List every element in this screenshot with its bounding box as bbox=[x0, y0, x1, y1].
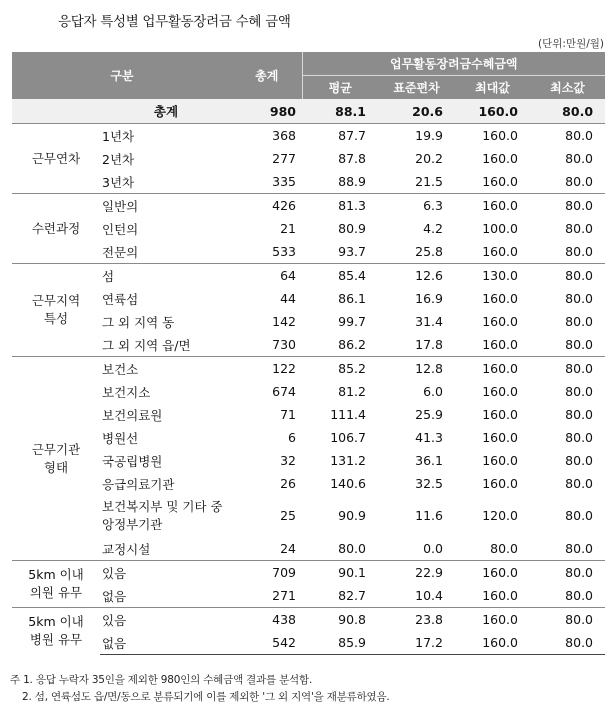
row-label: 교정시설 bbox=[102, 541, 151, 557]
row-sd: 0.0 bbox=[423, 541, 443, 556]
group-label: 5km 이내 병원 유무 bbox=[12, 608, 100, 655]
row-mean: 86.2 bbox=[338, 337, 366, 352]
row-min: 80.0 bbox=[565, 337, 594, 352]
row-n: 271 bbox=[272, 588, 296, 603]
row-label: 2년차 bbox=[102, 151, 135, 167]
row-n: 44 bbox=[280, 291, 296, 306]
row-max: 160.0 bbox=[482, 407, 518, 422]
row-min: 80.0 bbox=[565, 221, 594, 236]
row-sd: 25.8 bbox=[415, 244, 443, 259]
row-label: 그 외 지역 동 bbox=[102, 314, 175, 330]
row-min: 80.0 bbox=[530, 631, 605, 655]
row-n: 674 bbox=[272, 384, 296, 399]
row-max: 160.0 bbox=[455, 357, 530, 381]
group-label: 근무지역 특성 bbox=[12, 264, 100, 357]
row-mean: 93.7 bbox=[338, 244, 366, 259]
row-sd: 6.0 bbox=[423, 384, 443, 399]
row-min: 80.0 bbox=[530, 357, 605, 381]
row-min: 80.0 bbox=[565, 314, 594, 329]
table-row bbox=[12, 194, 605, 218]
row-n: 533 bbox=[272, 244, 296, 259]
row-max: 160.0 bbox=[482, 291, 518, 306]
row-min: 80.0 bbox=[565, 476, 594, 491]
table-row bbox=[12, 449, 605, 472]
total-mean: 88.1 bbox=[302, 99, 378, 124]
row-max: 160.0 bbox=[482, 244, 518, 259]
row-min: 80.0 bbox=[565, 541, 594, 556]
row-min: 80.0 bbox=[530, 608, 605, 632]
header-max: 최대값 bbox=[455, 76, 530, 100]
row-label: 일반의 bbox=[100, 194, 232, 218]
row-max: 160.0 bbox=[482, 337, 518, 352]
table-row bbox=[12, 357, 605, 381]
row-mean: 85.2 bbox=[302, 357, 378, 381]
row-sd: 10.4 bbox=[415, 588, 443, 603]
row-sd: 6.3 bbox=[378, 194, 455, 218]
row-mean: 90.9 bbox=[338, 508, 366, 523]
row-n: 542 bbox=[232, 631, 302, 655]
table-row bbox=[12, 147, 605, 170]
table-row bbox=[12, 608, 605, 632]
row-label: 국공립병원 bbox=[102, 453, 163, 469]
row-mean: 106.7 bbox=[330, 430, 366, 445]
footnote-1: 주 1. 응답 누락자 35인을 제외한 980인의 수혜금액 결과를 분석함. bbox=[10, 674, 313, 686]
row-max: 160.0 bbox=[482, 453, 518, 468]
row-mean: 82.7 bbox=[338, 588, 366, 603]
total-sd: 20.6 bbox=[378, 99, 455, 124]
row-min: 80.0 bbox=[565, 407, 594, 422]
row-sd: 25.9 bbox=[415, 407, 443, 422]
row-sd: 11.6 bbox=[415, 508, 443, 523]
row-label: 1년차 bbox=[100, 124, 232, 148]
group-label: 5km 이내 의원 유무 bbox=[12, 561, 100, 608]
table-row bbox=[12, 217, 605, 240]
row-label: 있음 bbox=[100, 608, 232, 632]
row-max: 160.0 bbox=[455, 124, 530, 148]
row-label: 응급의료기관 bbox=[102, 476, 175, 492]
row-mean: 131.2 bbox=[330, 453, 366, 468]
row-label: 보건소 bbox=[100, 357, 232, 381]
total-max: 160.0 bbox=[455, 99, 530, 124]
row-n: 438 bbox=[232, 608, 302, 632]
row-sd: 12.6 bbox=[378, 264, 455, 288]
row-label: 없음 bbox=[102, 588, 127, 604]
row-sd: 41.3 bbox=[415, 430, 443, 445]
row-max: 160.0 bbox=[455, 608, 530, 632]
row-mean: 80.9 bbox=[338, 221, 366, 236]
row-max: 160.0 bbox=[482, 476, 518, 491]
row-mean: 99.7 bbox=[338, 314, 366, 329]
row-max: 130.0 bbox=[455, 264, 530, 288]
row-label: 보건복지부 및 기타 중앙정부기관 bbox=[102, 499, 223, 532]
row-sd: 23.8 bbox=[378, 608, 455, 632]
row-mean: 80.0 bbox=[338, 541, 366, 556]
row-min: 80.0 bbox=[565, 291, 594, 306]
row-max: 160.0 bbox=[482, 314, 518, 329]
footnotes bbox=[10, 672, 390, 706]
row-sd: 32.5 bbox=[415, 476, 443, 491]
row-max: 160.0 bbox=[482, 151, 518, 166]
row-label: 전문의 bbox=[102, 244, 139, 260]
row-mean: 140.6 bbox=[330, 476, 366, 491]
row-max: 100.0 bbox=[482, 221, 518, 236]
row-min: 80.0 bbox=[565, 430, 594, 445]
row-label: 연륙섬 bbox=[102, 291, 139, 307]
row-sd: 21.5 bbox=[415, 174, 443, 189]
row-min: 80.0 bbox=[565, 384, 594, 399]
row-sd: 17.2 bbox=[378, 631, 455, 655]
table-row bbox=[12, 472, 605, 495]
row-n: 24 bbox=[280, 541, 296, 556]
row-sd: 16.9 bbox=[415, 291, 443, 306]
row-max: 80.0 bbox=[490, 541, 518, 556]
table-row bbox=[12, 495, 605, 537]
row-n: 709 bbox=[232, 561, 302, 585]
row-mean: 85.4 bbox=[302, 264, 378, 288]
header-mean: 평균 bbox=[302, 76, 378, 100]
row-mean: 90.8 bbox=[302, 608, 378, 632]
row-sd: 20.2 bbox=[415, 151, 443, 166]
header-min: 최소값 bbox=[530, 76, 605, 100]
header-sd: 표준편차 bbox=[378, 76, 455, 100]
row-min: 80.0 bbox=[565, 588, 594, 603]
table-row bbox=[12, 310, 605, 333]
table-row bbox=[12, 264, 605, 288]
row-n: 64 bbox=[232, 264, 302, 288]
group-label: 수련과정 bbox=[12, 194, 100, 264]
group-label: 근무기관 형태 bbox=[12, 357, 100, 561]
row-mean: 81.2 bbox=[338, 384, 366, 399]
row-min: 80.0 bbox=[530, 264, 605, 288]
table-body bbox=[12, 99, 605, 655]
row-mean: 81.3 bbox=[302, 194, 378, 218]
row-n: 6 bbox=[288, 430, 296, 445]
total-blank bbox=[12, 99, 100, 124]
row-min: 80.0 bbox=[565, 151, 594, 166]
row-sd: 36.1 bbox=[415, 453, 443, 468]
table-row bbox=[12, 631, 605, 655]
stats-table bbox=[12, 52, 605, 655]
row-sd: 4.2 bbox=[423, 221, 443, 236]
row-label: 인턴의 bbox=[102, 221, 139, 237]
row-n: 277 bbox=[272, 151, 296, 166]
row-n: 335 bbox=[272, 174, 296, 189]
row-min: 80.0 bbox=[565, 174, 594, 189]
row-n: 26 bbox=[280, 476, 296, 491]
row-max: 160.0 bbox=[482, 588, 518, 603]
row-n: 142 bbox=[272, 314, 296, 329]
row-mean: 87.7 bbox=[302, 124, 378, 148]
header-total-n: 총계 bbox=[232, 52, 302, 99]
row-max: 160.0 bbox=[455, 631, 530, 655]
row-n: 730 bbox=[272, 337, 296, 352]
row-label: 없음 bbox=[100, 631, 232, 655]
header-category: 구분 bbox=[12, 52, 232, 99]
table-row bbox=[12, 426, 605, 449]
row-n: 368 bbox=[232, 124, 302, 148]
row-sd: 17.8 bbox=[415, 337, 443, 352]
table-row bbox=[12, 403, 605, 426]
row-n: 25 bbox=[280, 508, 296, 523]
footnote-2: 2. 섬, 연륙섬도 읍/면/동으로 분류되기에 이를 제외한 '그 외 지역'을 재분류하였음. bbox=[22, 691, 390, 703]
table-row bbox=[12, 537, 605, 561]
row-min: 80.0 bbox=[530, 124, 605, 148]
row-min: 80.0 bbox=[565, 244, 594, 259]
row-min: 80.0 bbox=[565, 453, 594, 468]
row-min: 80.0 bbox=[565, 508, 594, 523]
row-n: 122 bbox=[232, 357, 302, 381]
row-sd: 31.4 bbox=[415, 314, 443, 329]
table-row bbox=[12, 584, 605, 608]
row-max: 160.0 bbox=[482, 384, 518, 399]
row-max: 160.0 bbox=[482, 174, 518, 189]
total-label: 총계 bbox=[100, 99, 232, 124]
row-max: 160.0 bbox=[455, 194, 530, 218]
unit-label: (단위:만원/월) bbox=[538, 38, 604, 50]
row-min: 80.0 bbox=[530, 194, 605, 218]
row-label: 병원선 bbox=[102, 430, 139, 446]
header-group: 업무활동장려금수혜금액 bbox=[302, 52, 605, 76]
row-mean: 111.4 bbox=[330, 407, 366, 422]
group-label: 근무연차 bbox=[12, 124, 100, 194]
row-sd: 12.8 bbox=[378, 357, 455, 381]
row-n: 426 bbox=[232, 194, 302, 218]
row-label: 보건의료원 bbox=[102, 407, 163, 423]
row-n: 32 bbox=[280, 453, 296, 468]
table-row bbox=[12, 287, 605, 310]
table-row-total bbox=[12, 99, 605, 124]
table-row bbox=[12, 124, 605, 148]
table-row bbox=[12, 240, 605, 264]
row-n: 71 bbox=[280, 407, 296, 422]
row-min: 80.0 bbox=[530, 561, 605, 585]
row-mean: 85.9 bbox=[302, 631, 378, 655]
row-mean: 86.1 bbox=[338, 291, 366, 306]
row-label: 3년차 bbox=[102, 174, 135, 190]
row-label: 있음 bbox=[100, 561, 232, 585]
page-title: 응답자 특성별 업무활동장려금 수혜 금액 bbox=[58, 14, 291, 30]
row-max: 160.0 bbox=[482, 430, 518, 445]
row-label: 섬 bbox=[100, 264, 232, 288]
row-label: 보건지소 bbox=[102, 384, 151, 400]
table-row bbox=[12, 380, 605, 403]
row-max: 160.0 bbox=[455, 561, 530, 585]
row-max: 120.0 bbox=[482, 508, 518, 523]
table-row bbox=[12, 170, 605, 194]
total-min: 80.0 bbox=[530, 99, 605, 124]
row-label: 그 외 지역 읍/면 bbox=[102, 337, 191, 353]
table-row bbox=[12, 333, 605, 357]
total-n: 980 bbox=[232, 99, 302, 124]
row-mean: 90.1 bbox=[302, 561, 378, 585]
table-header bbox=[12, 52, 605, 99]
row-mean: 87.8 bbox=[338, 151, 366, 166]
row-mean: 88.9 bbox=[338, 174, 366, 189]
table-row bbox=[12, 561, 605, 585]
row-sd: 22.9 bbox=[378, 561, 455, 585]
row-n: 21 bbox=[280, 221, 296, 236]
row-sd: 19.9 bbox=[378, 124, 455, 148]
